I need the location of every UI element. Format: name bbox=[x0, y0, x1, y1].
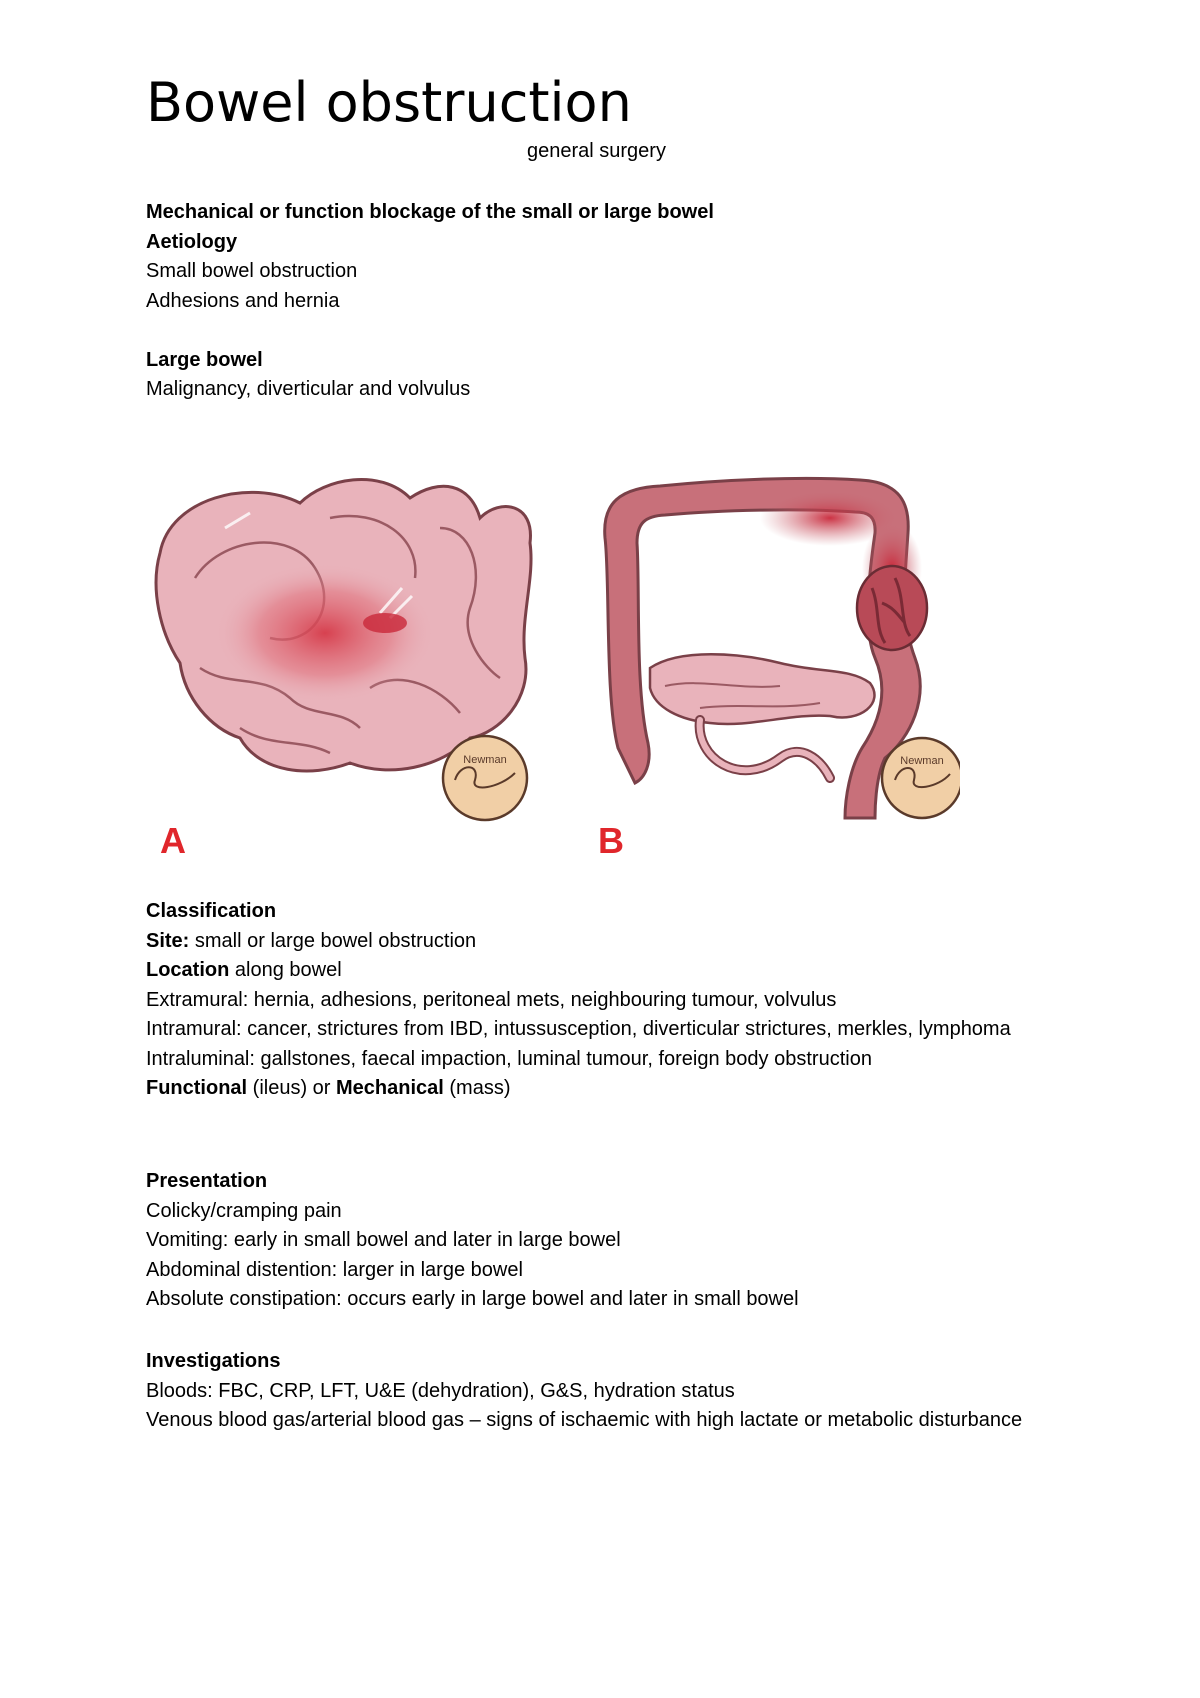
presentation-heading: Presentation bbox=[146, 1170, 268, 1192]
tumour-mass bbox=[857, 566, 927, 650]
intraluminal-line: Intraluminal: gallstones, faecal impaction, luminal tumour, foreign body obstruction bbox=[146, 1047, 872, 1070]
figure-label-a: A bbox=[160, 820, 186, 861]
blood-gas-line: Venous blood gas/arterial blood gas – signs of ischaemic with high lactate or metabolic disturbance bbox=[146, 1409, 1023, 1431]
large-bowel-causes: Malignancy, diverticular and volvulus bbox=[146, 378, 471, 400]
classification-heading: Classification bbox=[146, 900, 277, 922]
intro-section bbox=[146, 198, 1026, 405]
figure-label-b: B bbox=[598, 820, 624, 861]
site-line: Site: small or large bowel obstruction bbox=[146, 929, 477, 952]
location-line: Location along bowel bbox=[146, 959, 342, 981]
extramural-line: Extramural: hernia, adhesions, peritoneal mets, neighbouring tumour, volvulus bbox=[146, 988, 837, 1011]
large-bowel-illustration bbox=[605, 478, 960, 818]
bowel-illustrations bbox=[140, 458, 960, 858]
small-bowel-causes: Adhesions and hernia bbox=[146, 289, 340, 312]
large-bowel-heading: Large bowel bbox=[146, 348, 263, 371]
artist-badge-b bbox=[882, 738, 960, 818]
presentation-item: Colicky/cramping pain bbox=[146, 1199, 342, 1222]
presentation-item: Abdominal distention: larger in large bowel bbox=[146, 1258, 523, 1281]
investigations-heading: Investigations bbox=[146, 1350, 281, 1372]
presentation-section bbox=[146, 1167, 1026, 1315]
intramural-line: Intramural: cancer, strictures from IBD, intussusception, diverticular strictures, merkles, lymphoma bbox=[146, 1018, 1011, 1040]
functional-mechanical-line: Functional (ileus) or Mechanical (mass) bbox=[146, 1077, 511, 1099]
aetiology-heading: Aetiology bbox=[146, 230, 238, 253]
page-title: Bowel obstruction bbox=[146, 71, 632, 134]
small-bowel-heading: Small bowel obstruction bbox=[146, 260, 358, 282]
classification-section bbox=[146, 897, 1026, 1104]
investigations-section bbox=[146, 1347, 1026, 1436]
signature-b: Newman bbox=[900, 755, 944, 767]
signature-a: Newman bbox=[463, 754, 507, 766]
small-bowel-illustration bbox=[156, 479, 531, 820]
definition-text: Mechanical or function blockage of the small or large bowel bbox=[146, 201, 714, 223]
bowel-obstruction-figure bbox=[140, 458, 960, 861]
page-subtitle: general surgery bbox=[527, 140, 666, 162]
presentation-item: Absolute constipation: occurs early in large bowel and later in small bowel bbox=[146, 1288, 799, 1310]
presentation-item: Vomiting: early in small bowel and later in large bowel bbox=[146, 1229, 621, 1251]
bloods-line: Bloods: FBC, CRP, LFT, U&E (dehydration), G&S, hydration status bbox=[146, 1379, 735, 1402]
